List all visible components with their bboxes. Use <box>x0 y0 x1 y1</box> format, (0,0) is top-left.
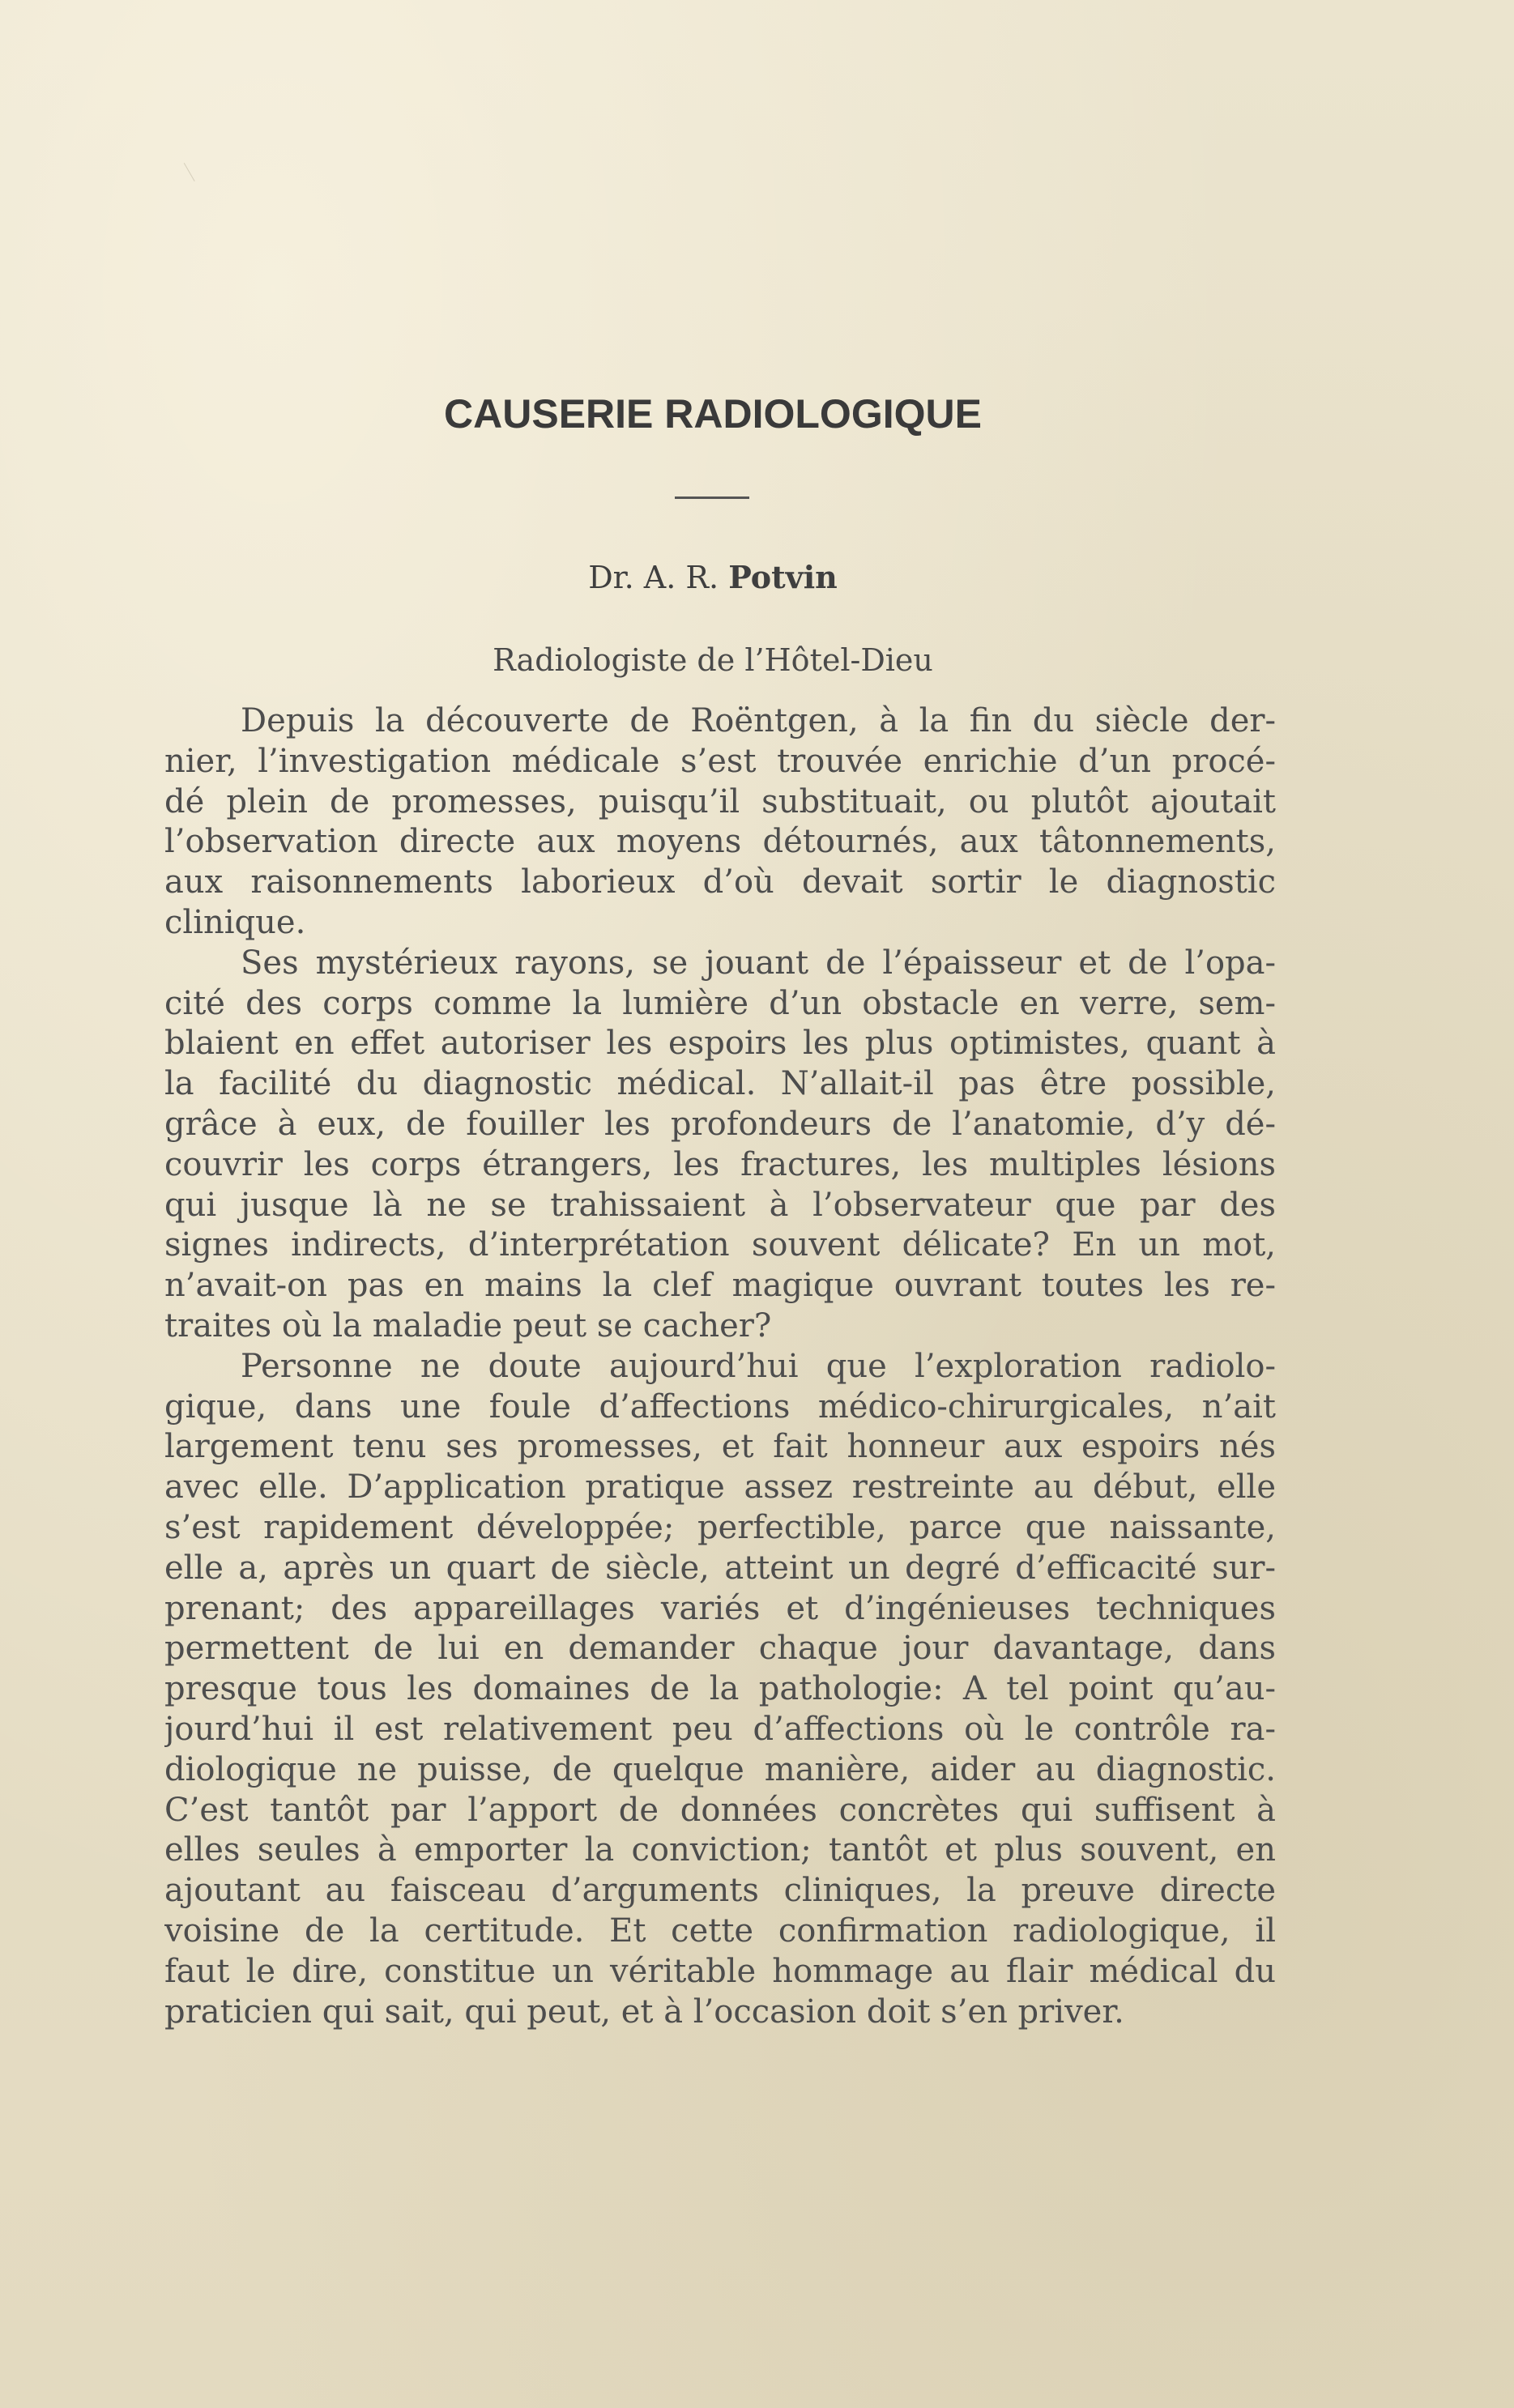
text-line: largement tenu ses promesses, et fait honneur aux espoirs nés <box>164 1428 1276 1466</box>
text-line: aux raisonnements laborieux d’où devait sortir le diagnostic <box>164 863 1276 901</box>
author-name: Potvin <box>728 559 838 595</box>
article-body <box>164 701 1276 2032</box>
article-title: CAUSERIE RADIOLOGIQUE <box>444 391 982 437</box>
author-prefix: Dr. A. R. <box>588 560 719 595</box>
text-line: traites où la maladie peut se cacher? <box>164 1306 772 1345</box>
paragraph-3 <box>164 1347 1276 2033</box>
paragraph-1 <box>164 701 1276 944</box>
author-affiliation: Radiologiste de l’Hôtel-Dieu <box>493 642 933 678</box>
text-line: C’est tantôt par l’apport de données concrètes qui suffisent à <box>164 1791 1276 1829</box>
text-line: s’est rapidement développée; perfectible, parce que naissante, <box>164 1508 1276 1546</box>
text-line: qui jusque là ne se trahissaient à l’observateur que par des <box>164 1186 1276 1224</box>
text-line: dé plein de promesses, puisqu’il substituait, ou plutôt ajoutait <box>164 782 1276 820</box>
text-line: nier, l’investigation médicale s’est trouvée enrichie d’un procé- <box>164 742 1276 780</box>
text-line: Ses mystérieux rayons, se jouant de l’épaisseur et de l’opa- <box>241 944 1276 982</box>
text-line: clinique. <box>164 903 306 941</box>
text-line: la facilité du diagnostic médical. N’allait-il pas être possible, <box>164 1065 1276 1103</box>
text-line: signes indirects, d’interprétation souvent délicate? En un mot, <box>164 1226 1276 1264</box>
text-line: Personne ne doute aujourd’hui que l’exploration radiolo- <box>241 1347 1276 1385</box>
paragraph-2 <box>164 944 1276 1347</box>
title-divider <box>675 497 749 499</box>
text-line: presque tous les domaines de la pathologie: A tel point qu’au- <box>164 1670 1276 1708</box>
text-line: n’avait-on pas en mains la clef magique ouvrant toutes les re- <box>164 1267 1276 1305</box>
text-line: couvrir les corps étrangers, les fractures, les multiples lésions <box>164 1145 1276 1183</box>
text-line: elles seules à emporter la conviction; tantôt et plus souvent, en <box>164 1831 1276 1869</box>
text-line: faut le dire, constitue un véritable hommage au flair médical du <box>164 1952 1276 1990</box>
text-line: cité des corps comme la lumière d’un obstacle en verre, sem- <box>164 984 1276 1022</box>
text-line: elle a, après un quart de siècle, atteint un degré d’efficacité sur- <box>164 1549 1276 1587</box>
text-line: grâce à eux, de fouiller les profondeurs de l’anatomie, d’y dé- <box>164 1105 1276 1143</box>
text-line: jourd’hui il est relativement peu d’affections où le contrôle ra- <box>164 1710 1276 1748</box>
text-line: blaient en effet autoriser les espoirs les plus optimistes, quant à <box>164 1025 1276 1063</box>
text-line: avec elle. D’application pratique assez restreinte au début, elle <box>164 1468 1276 1507</box>
text-line: gique, dans une foule d’affections médico-chirurgicales, n’ait <box>164 1387 1276 1426</box>
author-line <box>0 557 1426 598</box>
text-line: Depuis la découverte de Roëntgen, à la fin du siècle der- <box>241 702 1276 739</box>
text-line: permettent de lui en demander chaque jour davantage, dans <box>164 1630 1276 1668</box>
text-line: diologique ne puisse, de quelque manière, aider au diagnostic. <box>164 1750 1276 1788</box>
text-line: ajoutant au faisceau d’arguments cliniques, la preuve directe <box>164 1872 1276 1910</box>
text-line: praticien qui sait, qui peut, et à l’occasion doit s’en priver. <box>164 1992 1124 2031</box>
paper-mark <box>184 156 207 181</box>
text-line: voisine de la certitude. Et cette confirmation radiologique, il <box>164 1911 1276 1950</box>
text-line: prenant; des appareillages variés et d’ingénieuses techniques <box>164 1589 1276 1627</box>
text-line: l’observation directe aux moyens détournés, aux tâtonnements, <box>164 823 1276 861</box>
